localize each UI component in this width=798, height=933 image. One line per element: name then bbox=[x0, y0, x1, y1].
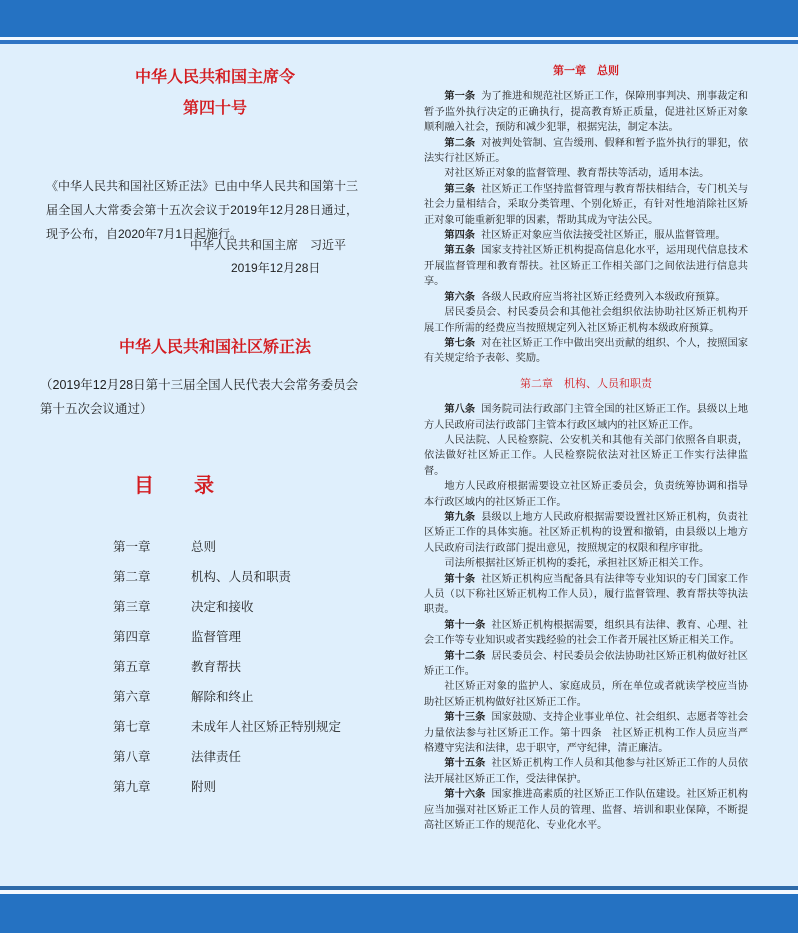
article-text: 社区矫正机构应当配备具有法律等专业知识的专门国家工作人员（以下称社区矫正机构工作人员），履行监督管理、教育帮扶等执法职责。 bbox=[424, 573, 749, 616]
toc-item bbox=[113, 717, 341, 747]
article-label: 第九条 bbox=[444, 511, 476, 523]
toc-item bbox=[113, 747, 341, 777]
toc-chapter-title: 教育帮扶 bbox=[191, 660, 242, 674]
toc-heading: 目 录 bbox=[134, 475, 214, 497]
article bbox=[424, 136, 748, 167]
article bbox=[424, 618, 748, 649]
article-text: 社区矫正工作坚持监督管理与教育帮扶相结合，专门机关与社会力量相结合，采取分类管理、个别化矫正，有针对性地消除社区矫正对象可能重新犯罪的因素，帮助其成为守法公民。 bbox=[424, 183, 749, 226]
article bbox=[424, 228, 748, 243]
article-label: 第十一条 bbox=[444, 619, 486, 631]
toc-chapter-number: 第二章 bbox=[113, 570, 151, 584]
article bbox=[424, 572, 748, 618]
article bbox=[424, 182, 748, 228]
article bbox=[424, 433, 748, 479]
order-title: 中华人民共和国主席令 bbox=[134, 69, 295, 86]
article-text: 社区矫正对象应当依法接受社区矫正，服从监督管理。 bbox=[481, 230, 726, 242]
article-text: 国家推进高素质的社区矫正工作队伍建设。社区矫正机构应当加强对社区矫正工作人员的管理、监督、培训和职业保障，不断提高社区矫正工作的规范化、专业化水平。 bbox=[424, 789, 748, 832]
article-text: 对被判处管制、宣告缓刑、假释和暂予监外执行的罪犯，依法实行社区矫正。 bbox=[424, 137, 749, 165]
toc-chapter-number: 第四章 bbox=[113, 630, 151, 644]
article-label: 第五条 bbox=[444, 245, 476, 257]
toc-chapter-title: 总则 bbox=[191, 540, 217, 554]
article-label: 第一条 bbox=[444, 91, 476, 103]
toc-item bbox=[113, 777, 341, 807]
article bbox=[424, 305, 748, 336]
article-text: 人民法院、人民检察院、公安机关和其他有关部门依照各自职责，依法做好社区矫正工作。人民检察院依法对社区矫正工作实行法律监督。 bbox=[424, 434, 748, 477]
toc-chapter-number: 第三章 bbox=[113, 600, 151, 614]
article-label: 第七条 bbox=[444, 337, 476, 349]
toc-chapter-title: 解除和终止 bbox=[191, 690, 254, 704]
article-text: 司法所根据社区矫正机构的委托，承担社区矫正相关工作。 bbox=[444, 558, 710, 570]
order-signer: 中华人民共和国主席 习近平 bbox=[190, 238, 347, 252]
article-label: 第四条 bbox=[444, 230, 475, 242]
toc-chapter-title: 决定和接收 bbox=[191, 600, 254, 614]
article-label: 第十条 bbox=[444, 573, 476, 585]
article-label: 第八条 bbox=[444, 404, 476, 416]
article-text: 居民委员会、村民委员会依法协助社区矫正机构做好社区矫正工作。 bbox=[424, 650, 748, 678]
article-text: 对在社区矫正工作中做出突出贡献的组织、个人，按照国家有关规定给予表彰、奖励。 bbox=[424, 337, 749, 365]
law-adoption: （2019年12月28日第十三届全国人民代表大会常务委员会第十五次会议通过） bbox=[40, 378, 359, 416]
toc-chapter-number: 第七章 bbox=[113, 720, 151, 734]
article-text: 各级人民政府应当将社区矫正经费列入本级政府预算。 bbox=[481, 291, 726, 303]
article-text: 国家支持社区矫正机构提高信息化水平，运用现代信息技术开展监督管理和教育帮扶。社区矫正工作相关部门之间依法进行信息共享。 bbox=[424, 245, 749, 288]
bottom-banner bbox=[0, 894, 798, 933]
toc-chapter-number: 第九章 bbox=[113, 780, 151, 794]
toc-chapter-title: 法律责任 bbox=[191, 750, 242, 764]
article bbox=[424, 787, 748, 833]
article bbox=[424, 336, 748, 367]
article bbox=[424, 166, 748, 181]
article bbox=[424, 649, 748, 680]
divider bbox=[0, 40, 798, 44]
article bbox=[424, 756, 748, 787]
order-number: 第四十号 bbox=[182, 100, 247, 117]
article-text: 国家鼓励、支持企业事业单位、社会组织、志愿者等社会力量依法参与社区矫正工作。第十四条 社区矫正机构工作人员应当严格遵守宪法和法律，忠于职守，严守纪律，清正廉洁。 bbox=[424, 712, 748, 755]
article-label: 第六条 bbox=[444, 291, 475, 303]
article bbox=[424, 679, 748, 710]
toc-item bbox=[113, 597, 341, 627]
article bbox=[424, 510, 748, 556]
article-text: 居民委员会、村民委员会和其他社会组织依法协助社区矫正机构开展工作所需的经费应当按照规定列入社区矫正机构本级政府预算。 bbox=[424, 307, 748, 334]
article-text: 社区矫正机构根据需要，组织具有法律、教育、心理、社会工作等专业知识或者实践经验的社会工作者开展社区矫正相关工作。 bbox=[424, 619, 748, 647]
order-date: 2019年12月28日 bbox=[231, 261, 321, 275]
article-label: 第二条 bbox=[444, 137, 476, 149]
toc-item bbox=[113, 687, 341, 717]
toc-chapter-title: 监督管理 bbox=[191, 630, 242, 644]
toc-chapter-title: 附则 bbox=[191, 780, 217, 794]
article-text: 对社区矫正对象的监督管理、教育帮扶等活动，适用本法。 bbox=[444, 168, 710, 180]
toc-item bbox=[113, 657, 341, 687]
article-label: 第十三条 bbox=[444, 712, 486, 724]
toc-item bbox=[113, 537, 341, 567]
article-label: 第十五条 bbox=[444, 758, 486, 770]
article-text: 地方人民政府根据需要设立社区矫正委员会，负责统筹协调和指导本行政区域内的社区矫正工作。 bbox=[424, 481, 748, 508]
toc-chapter-title: 机构、人员和职责 bbox=[191, 570, 292, 584]
article bbox=[424, 402, 748, 433]
article-text: 社区矫正机构工作人员和其他参与社区矫正工作的人员依法开展社区矫正工作，受法律保护。 bbox=[424, 758, 748, 785]
article-label: 第三条 bbox=[444, 183, 476, 195]
chapter-title: 第一章 总则 bbox=[553, 65, 619, 77]
top-banner bbox=[0, 0, 798, 37]
toc-chapter-number: 第一章 bbox=[113, 540, 151, 554]
table-of-contents bbox=[113, 537, 341, 807]
article bbox=[424, 89, 748, 135]
article-text: 国务院司法行政部门主管全国的社区矫正工作。县级以上地方人民政府司法行政部门主管本行政区域内的社区矫正工作。 bbox=[424, 404, 749, 431]
article-label: 第十二条 bbox=[444, 650, 486, 662]
toc-chapter-number: 第六章 bbox=[113, 690, 151, 704]
toc-item bbox=[113, 627, 341, 657]
article bbox=[424, 710, 748, 756]
article-text: 为了推进和规范社区矫正工作，保障刑事判决、刑事裁定和暂予监外执行决定的正确执行，提高教育矫正质量，促进社区矫正对象顺利融入社会，预防和减少犯罪，根据宪法，制定本法。 bbox=[424, 91, 749, 134]
article bbox=[424, 290, 748, 305]
article bbox=[424, 479, 748, 510]
toc-chapter-number: 第八章 bbox=[113, 750, 151, 764]
article bbox=[424, 243, 748, 289]
toc-item bbox=[113, 567, 341, 597]
chapter-title: 第二章 机构、人员和职责 bbox=[520, 377, 652, 390]
law-title: 中华人民共和国社区矫正法 bbox=[118, 339, 311, 356]
article bbox=[424, 556, 748, 571]
article-text: 社区矫正对象的监护人、家庭成员，所在单位或者就读学校应当协助社区矫正机构做好社区矫正工作。 bbox=[424, 681, 748, 708]
article-text: 县级以上地方人民政府根据需要设置社区矫正机构，负责社区矫正工作的具体实施。社区矫正机构的设置和撤销，由县级以上地方人民政府司法行政部门提出意见，按照规定的权限和程序审批。 bbox=[424, 511, 749, 554]
law-text bbox=[424, 62, 748, 834]
toc-chapter-number: 第五章 bbox=[113, 660, 151, 674]
toc-chapter-title: 未成年人社区矫正特别规定 bbox=[191, 720, 342, 734]
article-label: 第十六条 bbox=[444, 789, 486, 801]
order-body: 《中华人民共和国社区矫正法》已由中华人民共和国第十三届全国人大常委会第十五次会议于2019年12月28日通过，现予公布，自2020年7月1日起施行。 bbox=[46, 179, 359, 241]
